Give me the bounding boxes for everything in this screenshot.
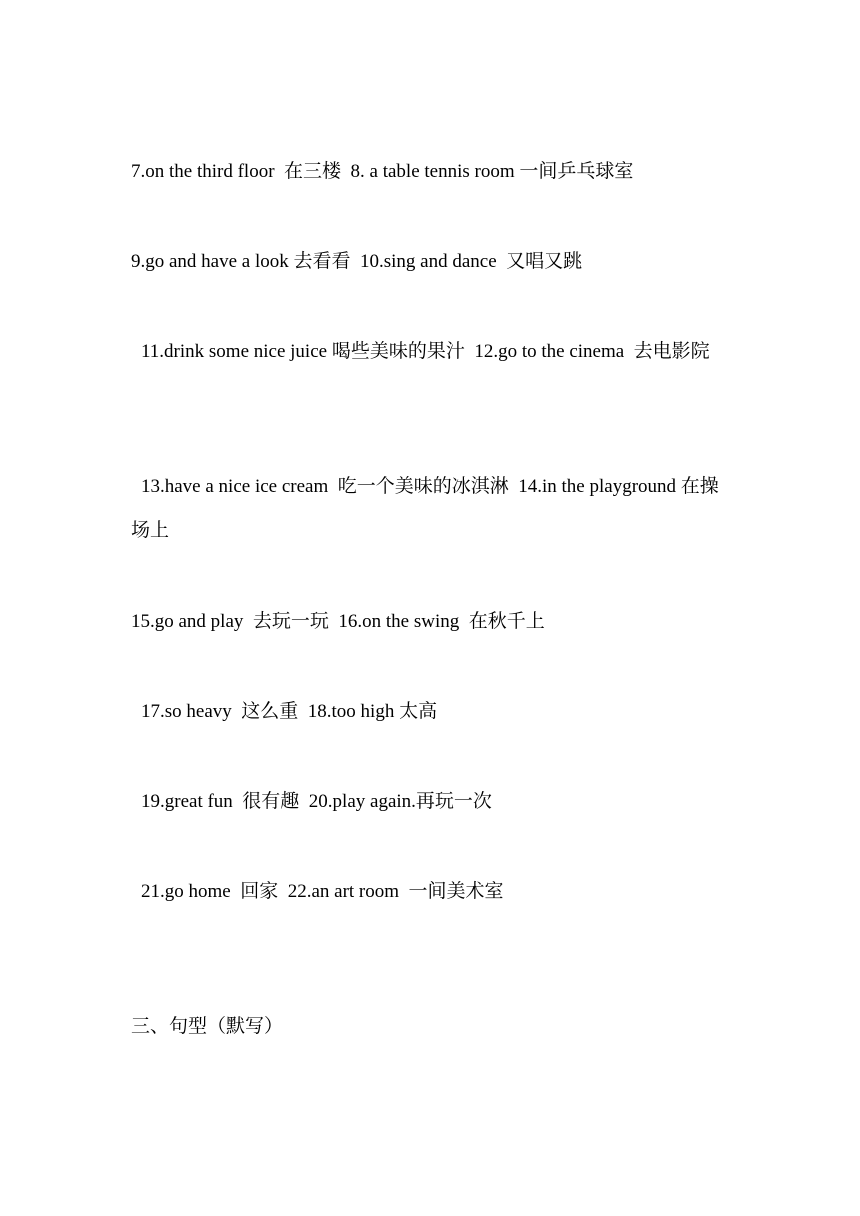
- section-heading: 三、句型（默写）: [131, 1016, 284, 1037]
- phrase-line-19-20: 19.great fun 很有趣 20.play again.再玩一次: [141, 791, 492, 812]
- phrase-line-13-14: 13.have a nice ice cream 吃一个美味的冰淇淋 14.in the playground 在操场上: [131, 476, 719, 541]
- phrase-line-17-18: 17.so heavy 这么重 18.too high 太高: [141, 701, 438, 722]
- phrase-line-7-8: 7.on the third floor 在三楼 8. a table tennis room 一间乒乓球室: [131, 161, 634, 182]
- phrase-line-9-10: 9.go and have a look 去看看 10.sing and dance 又唱又跳: [131, 251, 583, 272]
- phrase-line-15-16: 15.go and play 去玩一玩 16.on the swing 在秋千上: [131, 611, 545, 632]
- phrase-line-21-22: 21.go home 回家 22.an art room 一间美术室: [141, 881, 504, 902]
- phrase-line-11-12: 11.drink some nice juice 喝些美味的果汁 12.go to the cinema 去电影院: [141, 341, 710, 362]
